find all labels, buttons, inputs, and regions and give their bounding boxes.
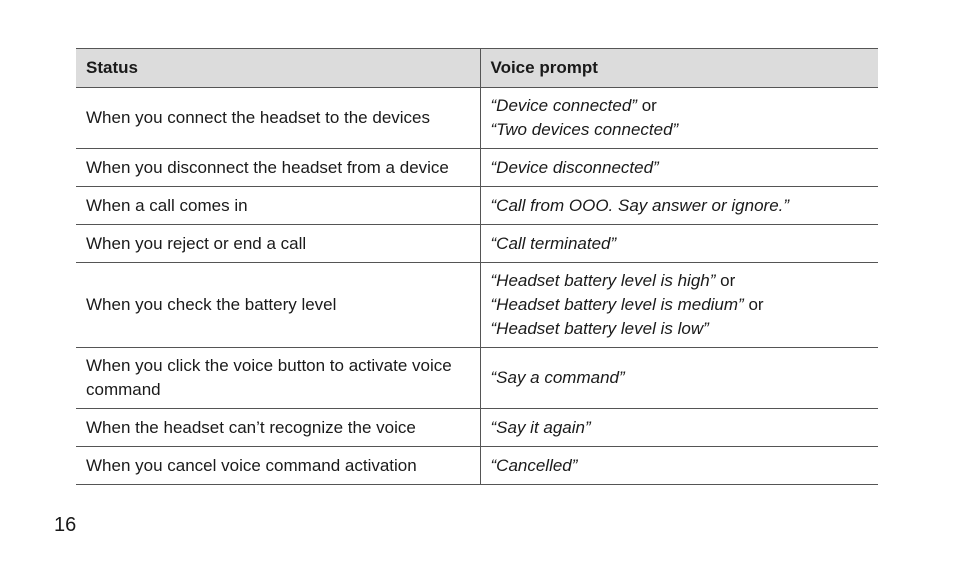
prompt-line [491,317,870,341]
status-cell: When you reject or end a call [76,225,480,263]
prompt-connector: or [715,271,736,290]
header-voice-prompt: Voice prompt [480,49,878,88]
voice-prompt-cell [480,409,878,447]
status-cell: When you check the battery level [76,263,480,348]
status-cell: When you connect the headset to the devices [76,88,480,149]
status-cell: When a call comes in [76,187,480,225]
prompt-quote: “Say it again” [490,417,591,437]
prompt-quote: “Cancelled” [490,455,578,475]
table-row [76,348,878,409]
voice-prompt-cell [480,263,878,348]
prompt-quote: “Headset battery level is low” [490,319,709,338]
prompt-line [491,156,870,180]
prompt-quote: “Two devices connected” [490,120,679,139]
prompt-line [491,194,870,218]
table-row [76,409,878,447]
prompt-quote: “Headset battery level is medium” [490,295,744,314]
prompt-line [491,366,870,390]
voice-prompt-table [76,48,878,485]
status-cell: When the headset can’t recognize the voice [76,409,480,447]
prompt-line [491,454,870,478]
prompt-connector: or [636,96,657,115]
prompt-quote: “Say a command” [490,368,625,387]
prompt-line [491,269,870,293]
table-row [76,187,878,225]
status-cell: When you disconnect the headset from a device [76,149,480,187]
table-header-row [76,49,878,88]
prompt-line [491,293,870,317]
prompt-quote: “Device disconnected” [490,157,659,177]
voice-prompt-cell [480,88,878,149]
status-cell: When you click the voice button to activate voice command [76,348,480,409]
header-status: Status [76,49,480,88]
table-row [76,447,878,485]
voice-prompt-cell [480,187,878,225]
table-row [76,225,878,263]
voice-prompt-cell [480,447,878,485]
table-row [76,149,878,187]
voice-prompt-cell [480,149,878,187]
prompt-quote: “Device connected” [490,96,637,115]
page-number: 16 [54,514,77,536]
voice-prompt-cell [480,225,878,263]
prompt-line [491,94,870,118]
table-row [76,88,878,149]
prompt-connector: or [743,295,764,314]
prompt-quote: “Call terminated” [490,233,617,253]
prompt-quote: “Call from OOO. Say answer or ignore.” [490,195,790,215]
status-cell: When you cancel voice command activation [76,447,480,485]
prompt-line [491,416,870,440]
prompt-line [491,232,870,256]
prompt-line [491,118,870,142]
table-row [76,263,878,348]
voice-prompt-cell [480,348,878,409]
prompt-quote: “Headset battery level is high” [490,271,716,290]
